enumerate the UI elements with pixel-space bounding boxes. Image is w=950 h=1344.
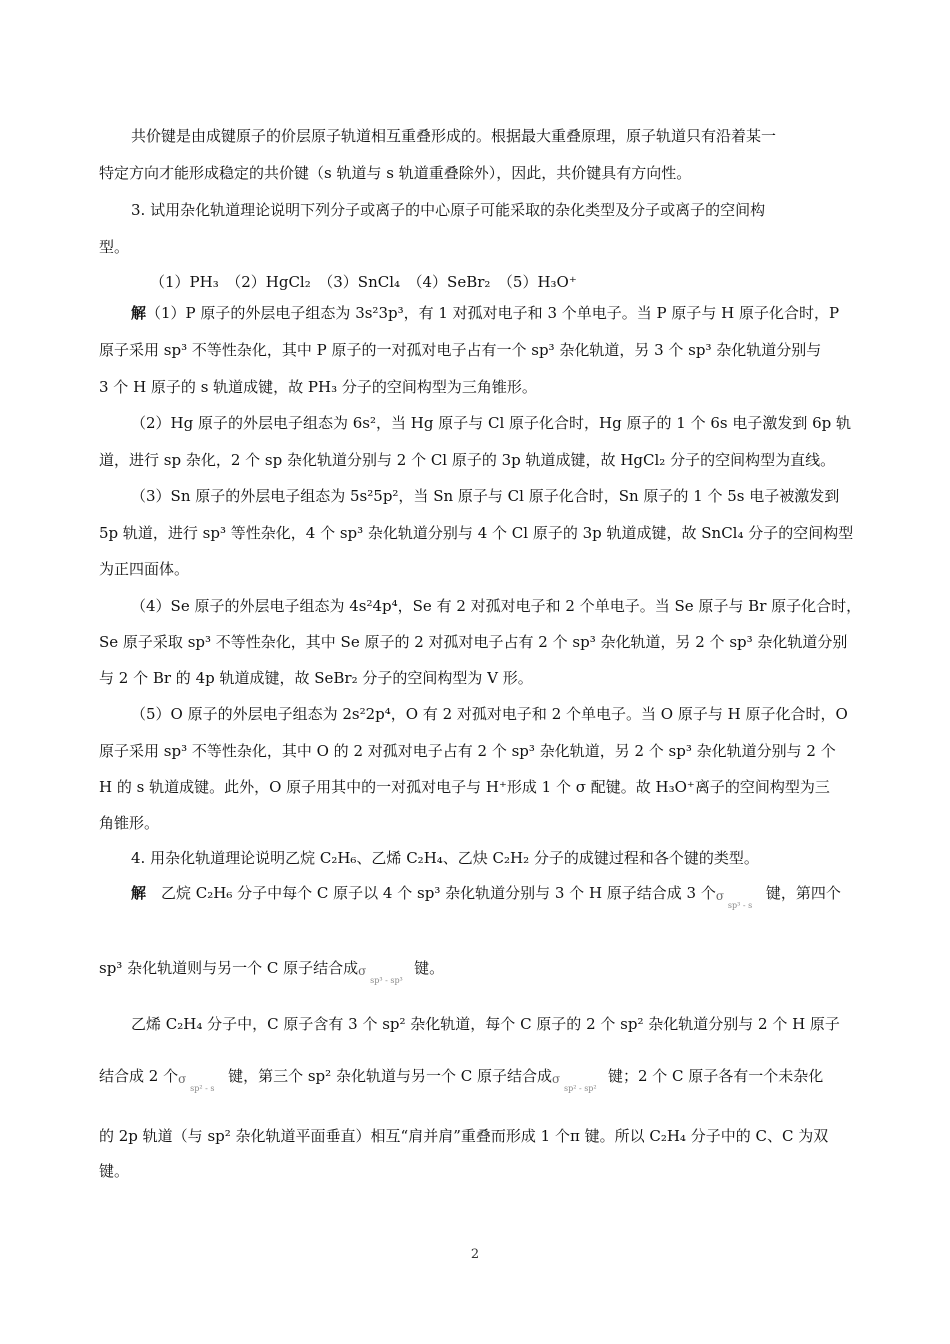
answer-ethane-line: 解 乙烷 C₂H₆ 分子中每个 C 原子以 4 个 sp³ 杂化轨道分别与 3 个 H 原子结合成 3 个 σ sp³ - s 键，第四个 bbox=[131, 884, 841, 910]
answer-3-line: （3）Sn 原子的外层电子组态为 5s²5p²，当 Sn 原子与 Cl 原子化合时，Sn 原子的 1 个 5s 电子被激发到 bbox=[131, 487, 840, 505]
answer-1-line bbox=[131, 303, 891, 323]
sigma-bond-symbol: σ sp² - s bbox=[178, 1072, 215, 1093]
answer-2-line: 道，进行 sp 杂化，2 个 sp 杂化轨道分别与 2 个 Cl 原子的 3p 轨道成键，故 HgCl₂ 分子的空间构型为直线。 bbox=[99, 451, 836, 469]
answer-ethene-line: 的 2p 轨道（与 sp² 杂化轨道平面垂直）相互“肩并肩”重叠而形成 1 个π 键。所以 C₂H₄ 分子中的 C、C 为双 bbox=[99, 1127, 829, 1145]
answer-5-line: 原子采用 sp³ 不等性杂化，其中 O 的 2 对孤对电子占有 2 个 sp³ 杂化轨道，另 2 个 sp³ 杂化轨道分别与 2 个 bbox=[99, 742, 836, 760]
ethane-text: 乙烷 C₂H₆ 分子中每个 C 原子以 4 个 sp³ 杂化轨道分别与 3 个 H 原子结合成 3 个 bbox=[161, 884, 716, 902]
question-3-line: 3. 试用杂化轨道理论说明下列分子或离子的中心原子可能采取的杂化类型及分子或离子的空间构 bbox=[131, 201, 766, 219]
answer-5-line: 角锥形。 bbox=[99, 814, 160, 832]
sigma-bond-symbol: σ sp² - sp² bbox=[551, 1072, 597, 1093]
sigma-bond-symbol: σ sp³ - sp³ bbox=[358, 964, 403, 985]
question-3-items: （1）PH₃ （2）HgCl₂ （3）SnCl₄ （4）SeBr₂ （5）H₃O⁺ bbox=[150, 273, 577, 291]
answer-1-line: 原子采用 sp³ 不等性杂化，其中 P 原子的一对孤对电子占有一个 sp³ 杂化轨道，另 3 个 sp³ 杂化轨道分别与 bbox=[99, 341, 822, 359]
answer-1-line: 3 个 H 原子的 s 轨道成键，故 PH₃ 分子的空间构型为三角锥形。 bbox=[99, 378, 537, 396]
question-4-line: 4. 用杂化轨道理论说明乙烷 C₂H₆、乙烯 C₂H₄、乙炔 C₂H₂ 分子的成键过程和各个键的类型。 bbox=[131, 849, 759, 867]
question-3-line: 型。 bbox=[99, 238, 130, 256]
answer-1-text: （1）P 原子的外层电子组态为 3s²3p³，有 1 对孤对电子和 3 个单电子。当 P 原子与 H 原子化合时，P bbox=[146, 304, 840, 322]
answer-label: 解 bbox=[131, 884, 147, 902]
answer-4-line: 与 2 个 Br 的 4p 轨道成键，故 SeBr₂ 分子的空间构型为 V 形。 bbox=[99, 669, 533, 687]
answer-3-line: 为正四面体。 bbox=[99, 560, 190, 578]
answer-4-line: Se 原子采取 sp³ 不等性杂化，其中 Se 原子的 2 对孤对电子占有 2 个 sp³ 杂化轨道，另 2 个 sp³ 杂化轨道分别 bbox=[99, 633, 848, 651]
answer-5-line: H 的 s 轨道成键。此外，O 原子用其中的一对孤对电子与 H⁺形成 1 个 σ 配键。故 H₃O⁺离子的空间构型为三 bbox=[99, 778, 830, 796]
answer-ethene-line: 结合成 2 个 σ sp² - s 键，第三个 sp² 杂化轨道与另一个 C 原子结合成 σ sp² - sp² 键；2 个 C 原子各有一个未杂化 bbox=[99, 1067, 824, 1093]
answer-2-line: （2）Hg 原子的外层电子组态为 6s²，当 Hg 原子与 Cl 原子化合时，Hg 原子的 1 个 6s 电子激发到 6p 轨 bbox=[131, 414, 852, 432]
sigma-bond-symbol: σ sp³ - s bbox=[715, 889, 753, 910]
answer-ethene-line: 键。 bbox=[99, 1162, 130, 1180]
page-number: 2 bbox=[470, 1247, 480, 1262]
paragraph-line: 特定方向才能形成稳定的共价键（s 轨道与 s 轨道重叠除外），因此，共价键具有方向性。 bbox=[99, 164, 692, 182]
answer-ethene-line: 乙烯 C₂H₄ 分子中，C 原子含有 3 个 sp² 杂化轨道，每个 C 原子的 2 个 sp² 杂化轨道分别与 2 个 H 原子 bbox=[131, 1015, 840, 1033]
answer-3-line: 5p 轨道，进行 sp³ 等性杂化，4 个 sp³ 杂化轨道分别与 4 个 Cl 原子的 3p 轨道成键，故 SnCl₄ 分子的空间构型 bbox=[99, 524, 854, 542]
answer-ethane-line: sp³ 杂化轨道则与另一个 C 原子结合成 σ sp³ - sp³ 键。 bbox=[99, 959, 445, 985]
answer-label: 解 bbox=[131, 304, 147, 322]
paragraph-line: 共价键是由成键原子的价层原子轨道相互重叠形成的。根据最大重叠原理，原子轨道只有沿着某一 bbox=[131, 127, 777, 145]
answer-4-line: （4）Se 原子的外层电子组态为 4s²4p⁴，Se 有 2 对孤对电子和 2 个单电子。当 Se 原子与 Br 原子化合时， bbox=[131, 597, 862, 615]
answer-5-line: （5）O 原子的外层电子组态为 2s²2p⁴，O 有 2 对孤对电子和 2 个单电子。当 O 原子与 H 原子化合时，O bbox=[131, 705, 848, 723]
